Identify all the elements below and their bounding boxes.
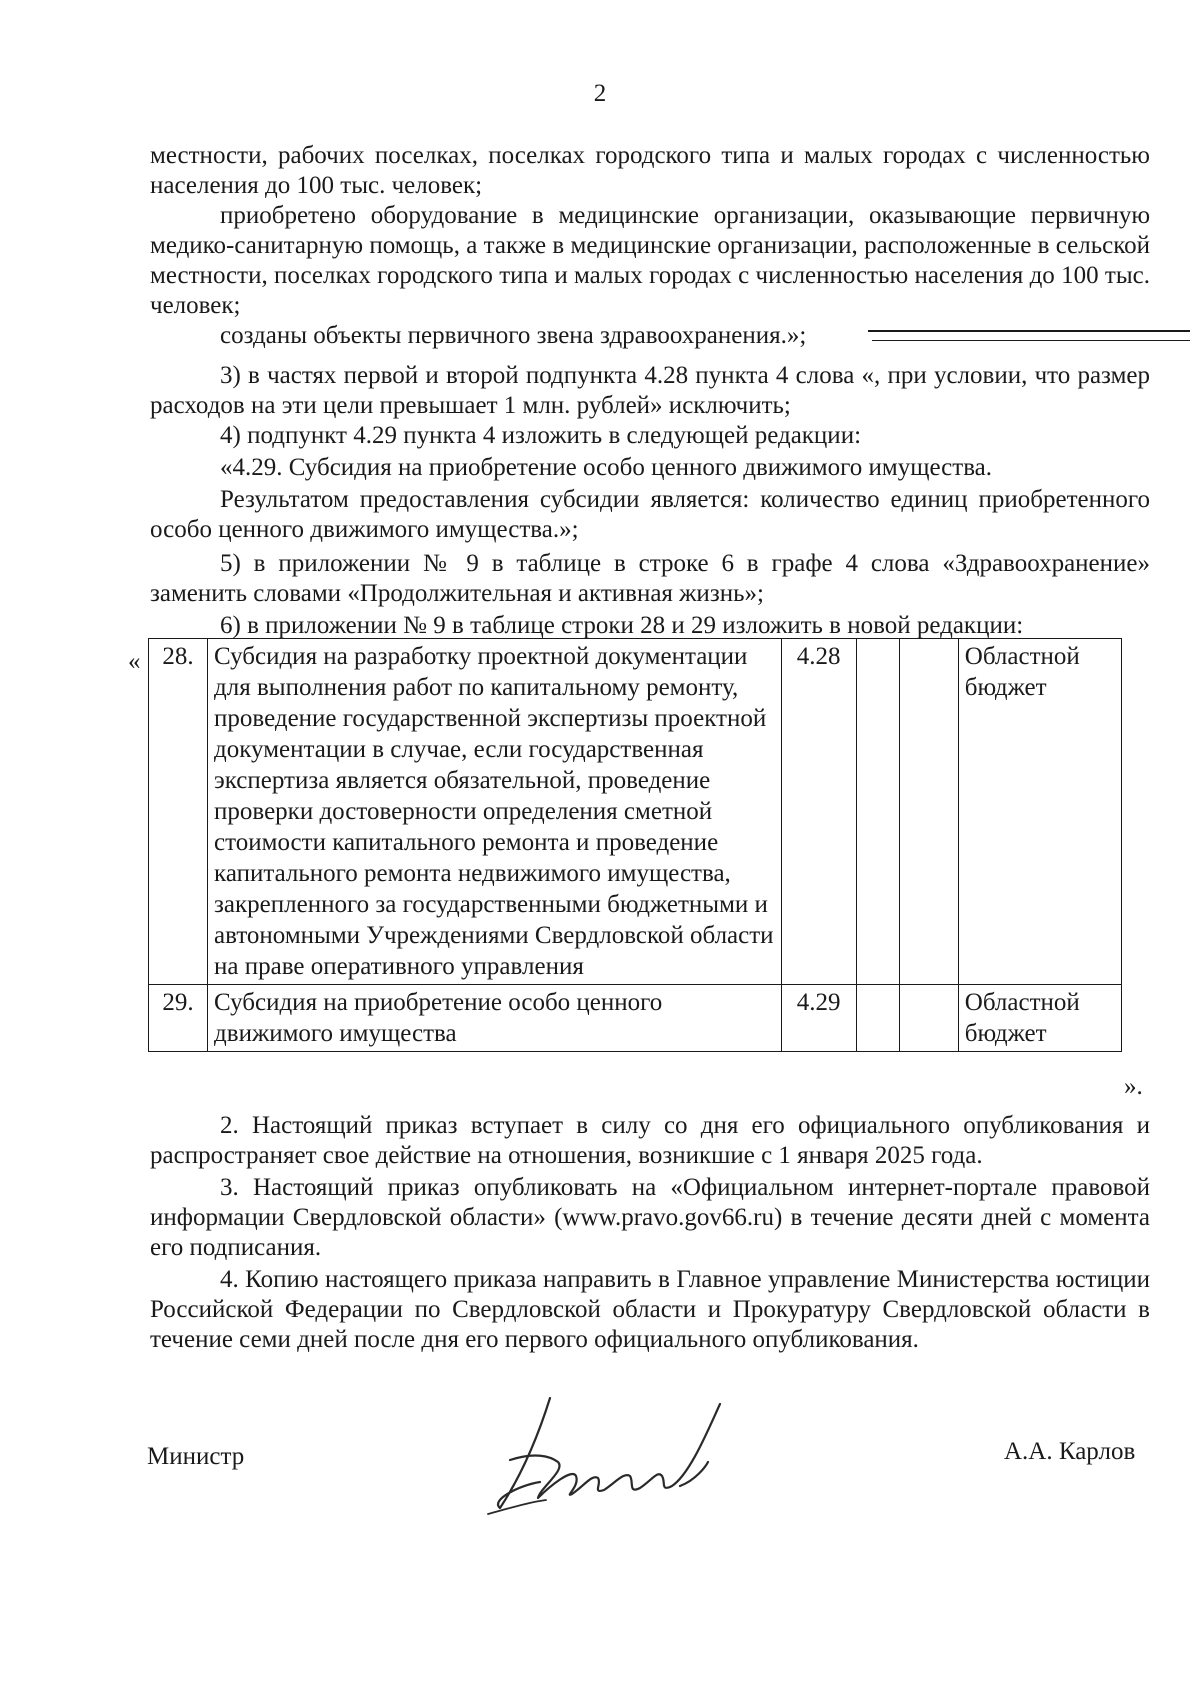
table-row (149, 639, 1122, 985)
row-funding-source: Областной бюджет (958, 639, 1121, 985)
row-funding-source: Областной бюджет (958, 985, 1121, 1052)
paragraph-item-6: 6) в приложении № 9 в таблице строки 28 и 29 изложить в новой редакции: (220, 612, 1024, 639)
handwritten-signature-icon (480, 1390, 740, 1520)
paragraph-equipment: приобретено оборудование в медицинские организации, оказывающие первичную медико-санитарную помощь, а также в медицинские организации, расположенные в сельской местности, поселках городского типа и малых городах с численностью населения до 100 тыс. человек; (150, 202, 1150, 319)
horizontal-rule (868, 330, 1190, 332)
paragraph-result: Результатом предоставления субсидии является: количество единиц приобретенного особо ценного движимого имущества.»; (150, 486, 1150, 543)
table-open-quote: « (128, 648, 141, 675)
paragraph-item-5: 5) в приложении № 9 в таблице в строке 6 в графе 4 слова «Здравоохранение» заменить словами «Продолжительная и активная жизнь»; (150, 550, 1150, 607)
row-description: Субсидия на разработку проектной документации для выполнения работ по капитальному ремонту, проведение государственной экспертизы проектной документации в случае, если государственная экспертиза является обязательной, проведение проверки достоверности определения сметной стоимости капитального ремонта и проведение капитального ремонта недвижимого имущества, закрепленного за государственными бюджетными и автономными Учреждениями Свердловской области на праве оперативного управления (208, 639, 782, 985)
signatory-name: А.А. Карлов (1004, 1438, 1136, 1465)
row-column-4 (856, 985, 899, 1052)
page-number: 2 (593, 80, 607, 107)
paragraph-continuation: местности, рабочих поселках, поселках городского типа и малых городах с численностью населения до 100 тыс. человек; (150, 142, 1150, 199)
row-column-4 (856, 639, 899, 985)
paragraph-clause-3: 3. Настоящий приказ опубликовать на «Официальном интернет-портале правовой информации Свердловской области» (www.pravo.gov66.ru) в течение десяти дней с момента его подписания. (150, 1174, 1150, 1261)
row-reference: 4.29 (781, 985, 856, 1052)
row-description: Субсидия на приобретение особо ценного движимого имущества (208, 985, 782, 1052)
row-number: 29. (149, 985, 208, 1052)
table-row (149, 985, 1122, 1052)
paragraph-item-3: 3) в частях первой и второй подпункта 4.28 пункта 4 слова «, при условии, что размер расходов на эти цели превышает 1 млн. рублей» исключить; (150, 362, 1150, 419)
horizontal-rule-secondary (872, 340, 1190, 341)
paragraph-clause-4: 4. Копию настоящего приказа направить в Главное управление Министерства юстиции Российской Федерации по Свердловской области и Прокуратуру Свердловской области в течение семи дней после дня его первого официального опубликования. (150, 1266, 1150, 1353)
row-column-5 (899, 639, 958, 985)
paragraph-subsidy-4-29: «4.29. Субсидия на приобретение особо ценного движимого имущества. (220, 454, 993, 481)
amendment-table (148, 638, 1122, 1052)
paragraph-clause-2: 2. Настоящий приказ вступает в силу со дня его официального опубликования и распространяет свое действие на отношения, возникшие с 1 января 2025 года. (150, 1112, 1150, 1169)
paragraph-primary-care: созданы объекты первичного звена здравоохранения.»; (220, 322, 807, 349)
signatory-title: Министр (147, 1443, 245, 1470)
row-column-5 (899, 985, 958, 1052)
row-reference: 4.28 (781, 639, 856, 985)
row-number: 28. (149, 639, 208, 985)
paragraph-item-4: 4) подпункт 4.29 пункта 4 изложить в следующей редакции: (220, 422, 862, 449)
table-close-quote: ». (1124, 1073, 1143, 1100)
